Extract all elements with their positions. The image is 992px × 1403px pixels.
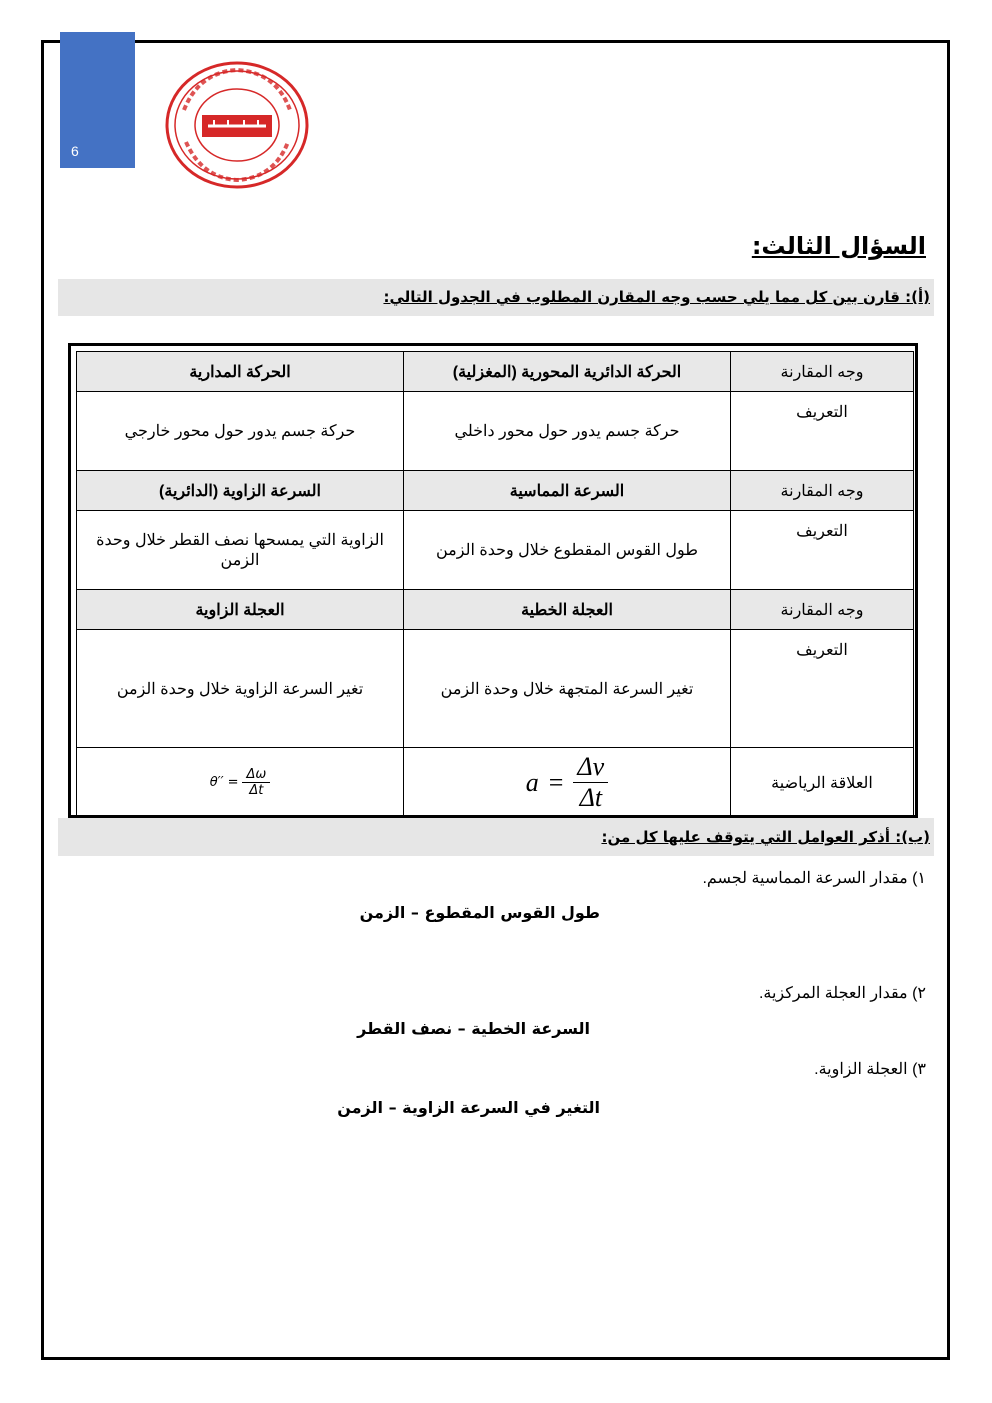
column-heading: السرعة المماسية: [404, 471, 731, 511]
formula-equals: =: [227, 775, 239, 790]
table-cell: تغير السرعة الزاوية خلال وحدة الزمن: [77, 630, 404, 748]
table-cell: الزاوية التي يمسحها نصف القطر خلال وحدة الزمن: [77, 511, 404, 590]
formula-equals: =: [548, 767, 564, 797]
comparison-table: [76, 351, 914, 818]
column-heading: الحركة المدارية: [77, 352, 404, 392]
row-label: التعريف: [731, 630, 914, 748]
formula-numerator: Δv: [577, 752, 605, 781]
part-b-instruction: (ب): أذكر العوامل التي يتوقف عليها كل من:: [58, 818, 934, 856]
row-label: التعريف: [731, 511, 914, 590]
table-row: [77, 511, 914, 590]
list-item: ١) مقدار السرعة المماسية لجسم.: [702, 870, 926, 887]
row-label: العلاقة الرياضية: [731, 748, 914, 818]
page-number: 6: [71, 143, 79, 159]
table-row: [77, 630, 914, 748]
column-heading: العجلة الخطية: [404, 590, 731, 630]
row-label: وجه المقارنة: [731, 471, 914, 511]
table-row: [77, 590, 914, 630]
formula-lhs: a: [525, 767, 539, 797]
table-row: [77, 748, 914, 818]
table-cell: تغير السرعة المتجهة خلال وحدة الزمن: [404, 630, 731, 748]
comparison-table-frame: [68, 343, 918, 818]
table-cell: حركة جسم يدور حول محور خارجي: [77, 392, 404, 471]
list-item: ٢) مقدار العجلة المركزية.: [758, 985, 926, 1002]
table-cell: حركة جسم يدور حول محور داخلي: [404, 392, 731, 471]
column-heading: الحركة الدائرية المحورية (المغزلية): [404, 352, 731, 392]
row-label: وجه المقارنة: [731, 590, 914, 630]
stamp-seal-icon: [164, 60, 310, 190]
list-item: ٣) العجلة الزاوية.: [814, 1061, 926, 1078]
formula-denominator: Δt: [579, 783, 603, 812]
table-row: [77, 352, 914, 392]
answer-text: التغير في السرعة الزاوية – الزمن: [337, 1098, 600, 1117]
angular-acceleration-formula: [77, 748, 404, 818]
table-row: [77, 392, 914, 471]
linear-acceleration-formula: [404, 748, 731, 818]
approval-stamp: [164, 60, 310, 190]
table-row: [77, 471, 914, 511]
table-cell: طول القوس المقطوع خلال وحدة الزمن: [404, 511, 731, 590]
formula-lhs: θ′′: [209, 775, 224, 790]
answer-text: السرعة الخطية – نصف القطر: [357, 1019, 590, 1038]
formula-denominator: Δt: [249, 783, 264, 798]
row-label: التعريف: [731, 392, 914, 471]
part-a-instruction: (أ): قارن بين كل مما يلي حسب وجه المقارن المطلوب في الجدول التالي:: [58, 279, 934, 316]
formula-numerator: Δω: [246, 767, 267, 782]
row-label: وجه المقارنة: [731, 352, 914, 392]
column-heading: العجلة الزاوية: [77, 590, 404, 630]
answer-text: طول القوس المقطوع – الزمن: [359, 903, 600, 922]
question-title: السؤال الثالث:: [751, 232, 926, 260]
column-heading: السرعة الزاوية (الدائرية): [77, 471, 404, 511]
